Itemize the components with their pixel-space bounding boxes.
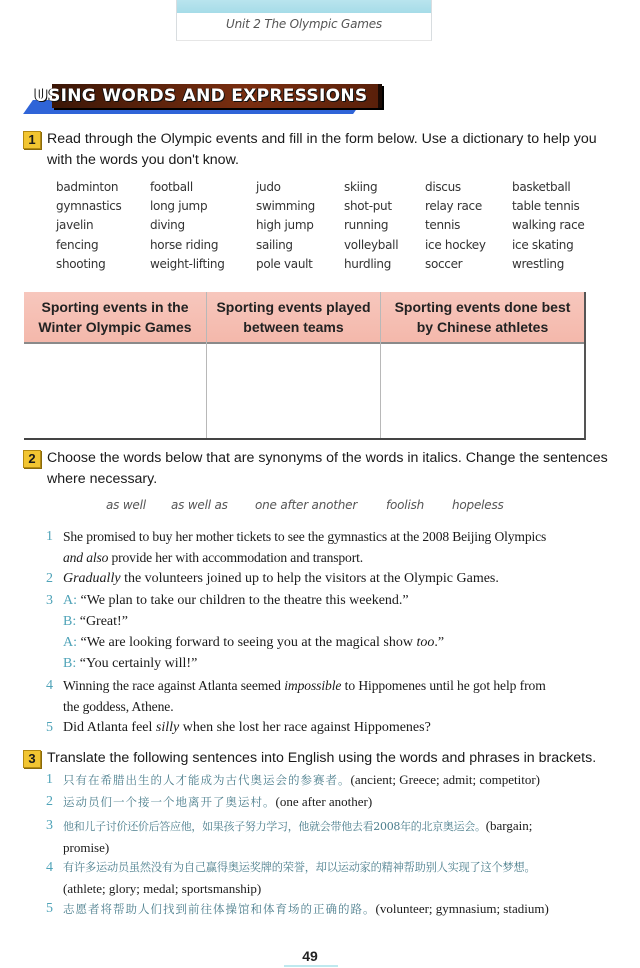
answer-cell-chinese[interactable] xyxy=(381,344,584,438)
page-number-underline xyxy=(284,965,338,967)
exercise-2-badge: 2 xyxy=(23,450,41,468)
section-title: USING WORDS AND EXPRESSIONS xyxy=(34,86,368,106)
speaker-label: A: xyxy=(63,593,77,608)
sentence-text: .” xyxy=(434,635,445,650)
instruction-line: Choose the words below that are synonyms of the words in italics. Change the sentences xyxy=(47,450,608,466)
italic-word: too xyxy=(416,635,435,650)
word-column xyxy=(425,178,486,274)
word: shot-put xyxy=(344,199,392,214)
events-form-table xyxy=(24,292,586,440)
answer-cell-teams[interactable] xyxy=(207,344,380,438)
dialogue-line xyxy=(63,653,444,674)
item-number: 3 xyxy=(46,593,53,608)
dialogue-line xyxy=(63,611,444,632)
word: diving xyxy=(150,218,185,233)
speaker-label: B: xyxy=(63,656,77,671)
chinese-sentence: 有许多运动员虽然没有为自己赢得奥运奖牌的荣誉，却以运动家的精神帮助别人实现了这个梦想。 xyxy=(63,861,536,874)
option-word: one after another xyxy=(255,498,358,512)
header-line: by Chinese athletes xyxy=(416,319,549,335)
word: wrestling xyxy=(512,256,565,271)
exercise-3-badge: 3 xyxy=(23,750,41,768)
exercise-2-instruction xyxy=(47,448,608,490)
sentence-text: Winning the race against Atlanta seemed xyxy=(63,678,285,693)
word: relay race xyxy=(425,199,482,214)
header-line: Winter Olympic Games xyxy=(38,319,192,335)
word: weight-lifting xyxy=(150,256,225,271)
word: walking race xyxy=(512,218,585,233)
item-number: 5 xyxy=(46,720,53,735)
bracket-words: (ancient; Greece; admit; competitor) xyxy=(350,772,540,787)
sentence-line: She promised to buy her mother tickets to see the gymnastics at the 2008 Beijing Olympics xyxy=(63,529,547,544)
item-number: 1 xyxy=(46,772,53,787)
header-line: Sporting events in the xyxy=(41,299,189,315)
word: sailing xyxy=(256,237,293,252)
header-line: Sporting events done best xyxy=(394,299,571,315)
header-sky-strip xyxy=(177,0,431,13)
item-number: 5 xyxy=(46,901,53,916)
bracket-words: (bargain; xyxy=(485,818,533,833)
italic-word: silly xyxy=(155,720,180,735)
bracket-words: (athlete; glory; medal; sportsmanship) xyxy=(63,881,262,896)
dialogue-line xyxy=(63,590,444,611)
dialogue-line xyxy=(63,632,444,653)
instruction-line: where necessary. xyxy=(47,471,158,487)
italic-word: and also xyxy=(63,550,109,565)
header-line: Sporting events played xyxy=(216,299,371,315)
chinese-sentence: 志愿者将帮助人们找到前往体操馆和体育场的正确的路。 xyxy=(63,902,376,916)
word-column xyxy=(344,178,398,274)
sentence-line xyxy=(63,815,532,837)
word: volleyball xyxy=(344,237,399,252)
bracket-words: (one after another) xyxy=(275,794,373,809)
word: basketball xyxy=(512,180,571,194)
word: gymnastics xyxy=(56,199,122,214)
word: swimming xyxy=(256,199,315,214)
sentence-text: “You certainly will!” xyxy=(76,656,198,671)
header-line: between teams xyxy=(243,319,344,335)
table-header-row xyxy=(24,292,584,344)
word: shooting xyxy=(56,256,106,271)
unit-title: Unit 2 The Olympic Games xyxy=(226,17,382,31)
word: badminton xyxy=(56,180,119,194)
word: judo xyxy=(256,180,281,194)
item-number: 1 xyxy=(46,529,53,544)
exercise-2-item-2 xyxy=(63,568,499,589)
exercise-3-item-4 xyxy=(63,857,535,899)
sentence-text: Did Atlanta feel xyxy=(63,720,156,735)
speaker-label: B: xyxy=(63,614,77,629)
word: table tennis xyxy=(512,199,580,214)
item-number: 2 xyxy=(46,794,53,809)
exercise-3-item-2 xyxy=(63,791,372,813)
sentence-text: to Hippomenes until he got help from xyxy=(341,678,546,693)
sentence-line xyxy=(63,675,546,696)
word: soccer xyxy=(425,256,463,271)
sentence-line xyxy=(63,547,546,568)
exercise-1-badge: 1 xyxy=(23,131,41,149)
bracket-words: (volunteer; gymnasium; stadium) xyxy=(375,901,549,916)
word: fencing xyxy=(56,237,99,252)
word: ice hockey xyxy=(425,237,486,252)
bracket-words: promise) xyxy=(63,840,110,855)
sentence-text: when she lost her race against Hippomenes? xyxy=(179,720,431,735)
exercise-2-item-5 xyxy=(63,717,431,738)
word: horse riding xyxy=(150,237,219,252)
word: high jump xyxy=(256,218,314,233)
word-column xyxy=(56,178,122,274)
word-column xyxy=(512,178,585,274)
exercise-2-item-3 xyxy=(63,590,444,674)
table-header-chinese xyxy=(381,292,584,342)
word: hurdling xyxy=(344,256,392,271)
table-header-teams xyxy=(207,292,380,342)
page-number: 49 xyxy=(302,948,318,964)
word: pole vault xyxy=(256,256,313,271)
option-word: foolish xyxy=(386,498,425,512)
instruction-line: with the words you don't know. xyxy=(47,152,239,168)
chinese-sentence: 只有在希腊出生的人才能成为古代奥运会的参赛者。 xyxy=(63,773,351,787)
section-banner xyxy=(24,80,368,116)
word-column xyxy=(150,178,225,274)
exercise-1-instruction xyxy=(47,129,597,171)
word: skiing xyxy=(344,180,378,194)
sentence-text: “Great!” xyxy=(76,614,128,629)
exercise-3-item-3 xyxy=(63,815,532,858)
answer-cell-winter[interactable] xyxy=(24,344,206,438)
instruction-line: Read through the Olympic events and fill in the form below. Use a dictionary to help you xyxy=(47,131,597,147)
item-number: 4 xyxy=(46,678,53,693)
option-word: as well xyxy=(106,498,146,512)
table-header-winter xyxy=(24,292,206,342)
exercise-2-item-4 xyxy=(63,675,546,717)
sentence-text: provide her with accommodation and transport. xyxy=(108,550,363,565)
option-word: as well as xyxy=(171,498,228,512)
exercise-3-instruction: Translate the following sentences into English using the words and phrases in brackets. xyxy=(47,750,597,766)
word: javelin xyxy=(56,218,94,233)
sentence-text: the volunteers joined up to help the visitors at the Olympic Games. xyxy=(120,571,499,586)
item-number: 2 xyxy=(46,571,53,586)
speaker-label: A: xyxy=(63,635,77,650)
word: ice skating xyxy=(512,237,574,252)
word: tennis xyxy=(425,218,461,233)
italic-word: impossible xyxy=(284,678,342,693)
italic-word: Gradually xyxy=(63,571,121,586)
item-number: 3 xyxy=(46,818,53,833)
word: discus xyxy=(425,180,461,194)
unit-header xyxy=(176,0,432,41)
word: football xyxy=(150,180,193,194)
exercise-3-item-1 xyxy=(63,769,540,791)
option-word: hopeless xyxy=(452,498,504,512)
chinese-sentence: 他和儿子讨价还价后答应他，如果孩子努力学习，他就会带他去看2008年的北京奥运会。 xyxy=(63,820,486,833)
exercise-2-item-1 xyxy=(63,526,546,568)
sentence-text: “We plan to take our children to the theatre this weekend.” xyxy=(77,593,409,608)
item-number: 4 xyxy=(46,860,53,875)
word: long jump xyxy=(150,199,208,214)
word: running xyxy=(344,218,389,233)
chinese-sentence: 运动员们一个接一个地离开了奥运村。 xyxy=(63,795,276,809)
exercise-3-item-5 xyxy=(63,898,549,920)
word-column xyxy=(256,178,315,274)
sentence-line: the goddess, Athene. xyxy=(63,699,174,714)
sentence-text: “We are looking forward to seeing you at the magical show xyxy=(77,635,417,650)
